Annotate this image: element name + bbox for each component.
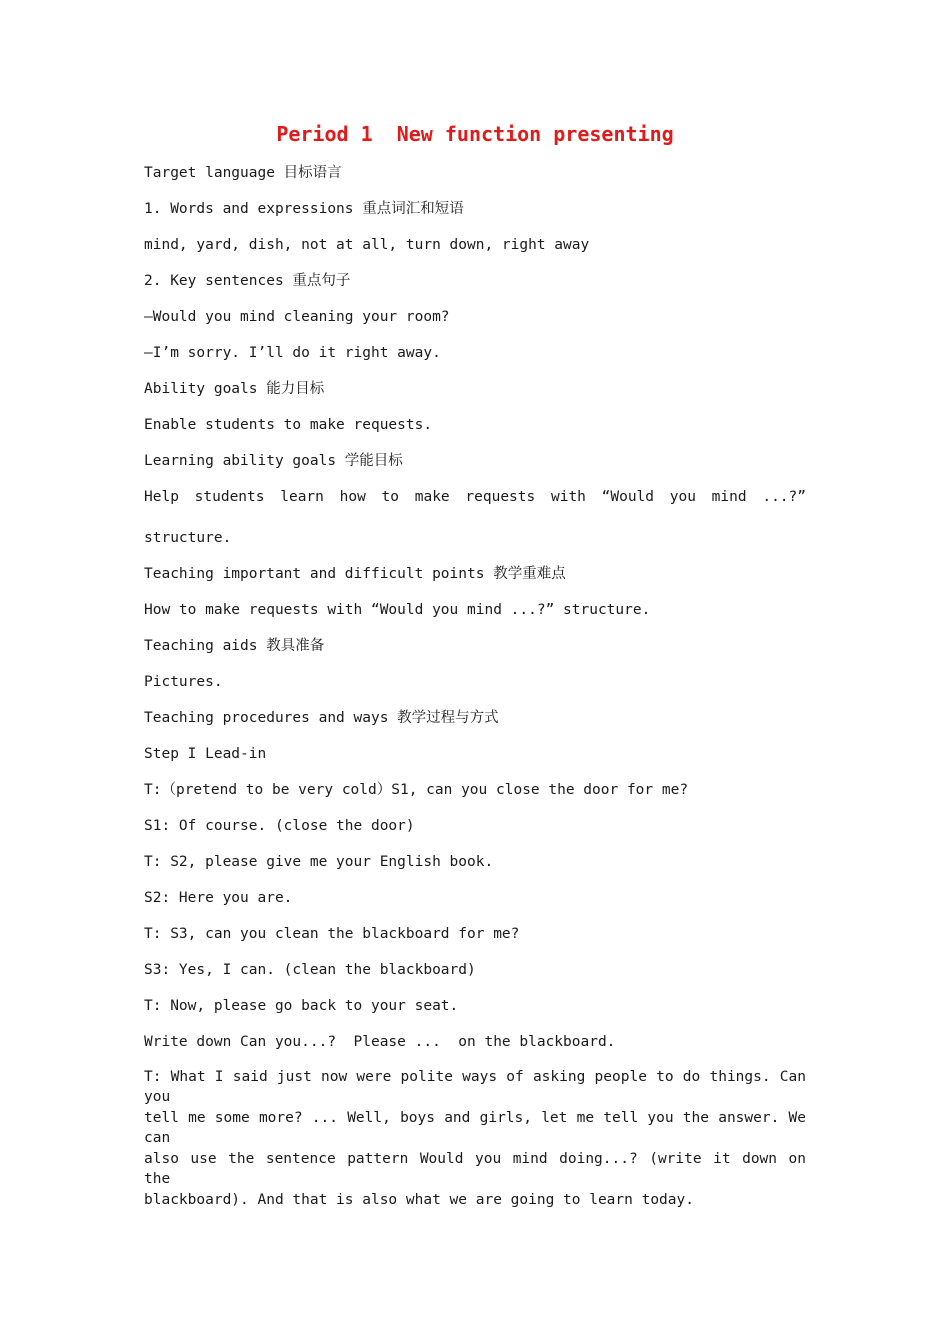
section-heading-procedures: Teaching procedures and ways 教学过程与方式 bbox=[144, 710, 499, 726]
section-heading-learning-ability-goals: Learning ability goals 学能目标 bbox=[144, 453, 403, 469]
key-sentence-question: —Would you mind cleaning your room? bbox=[144, 309, 450, 325]
learning-goal-text: Help students learn how to make requests with “Would you mind ...?” bbox=[144, 489, 806, 505]
step-heading: Step I Lead-in bbox=[144, 746, 267, 762]
section-heading-teaching-aids: Teaching aids 教具准备 bbox=[144, 638, 325, 654]
dialogue-line: T: S3, can you clean the blackboard for me? bbox=[144, 926, 520, 942]
section-heading-important-points: Teaching important and difficult points 教学重难点 bbox=[144, 566, 566, 582]
page-title: Period 1 New function presenting bbox=[276, 122, 674, 146]
teaching-aids-text: Pictures. bbox=[144, 674, 223, 690]
paragraph-line: also use the sentence pattern Would you mind doing...? (write it down on the bbox=[144, 1151, 806, 1187]
instruction-line: Write down Can you...? Please ... on the blackboard. bbox=[144, 1034, 616, 1050]
paragraph-line: T: What I said just now were polite ways of asking people to do things. Can you bbox=[144, 1069, 806, 1105]
dialogue-line: S1: Of course. (close the door) bbox=[144, 818, 415, 834]
learning-goal-text-continued: structure. bbox=[144, 530, 232, 546]
dialogue-line: T:（pretend to be very cold）S1, can you close the door for me? bbox=[144, 782, 689, 798]
ability-goal-text: Enable students to make requests. bbox=[144, 417, 433, 433]
dialogue-line: T: Now, please go back to your seat. bbox=[144, 998, 459, 1014]
section-heading-target-language: Target language 目标语言 bbox=[144, 165, 342, 181]
dialogue-line: S3: Yes, I can. (clean the blackboard) bbox=[144, 962, 476, 978]
subheading-words-expressions: 1. Words and expressions 重点词汇和短语 bbox=[144, 201, 464, 217]
important-points-text: How to make requests with “Would you mind ...?” structure. bbox=[144, 602, 651, 618]
vocabulary-list: mind, yard, dish, not at all, turn down, right away bbox=[144, 237, 590, 253]
paragraph-line: blackboard). And that is also what we are going to learn today. bbox=[144, 1192, 694, 1208]
subheading-key-sentences: 2. Key sentences 重点句子 bbox=[144, 273, 351, 289]
paragraph-line: tell me some more? ... Well, boys and girls, let me tell you the answer. We can bbox=[144, 1110, 806, 1146]
dialogue-line: T: S2, please give me your English book. bbox=[144, 854, 494, 870]
dialogue-line: S2: Here you are. bbox=[144, 890, 293, 906]
key-sentence-answer: —I’m sorry. I’ll do it right away. bbox=[144, 345, 441, 361]
section-heading-ability-goals: Ability goals 能力目标 bbox=[144, 381, 325, 397]
